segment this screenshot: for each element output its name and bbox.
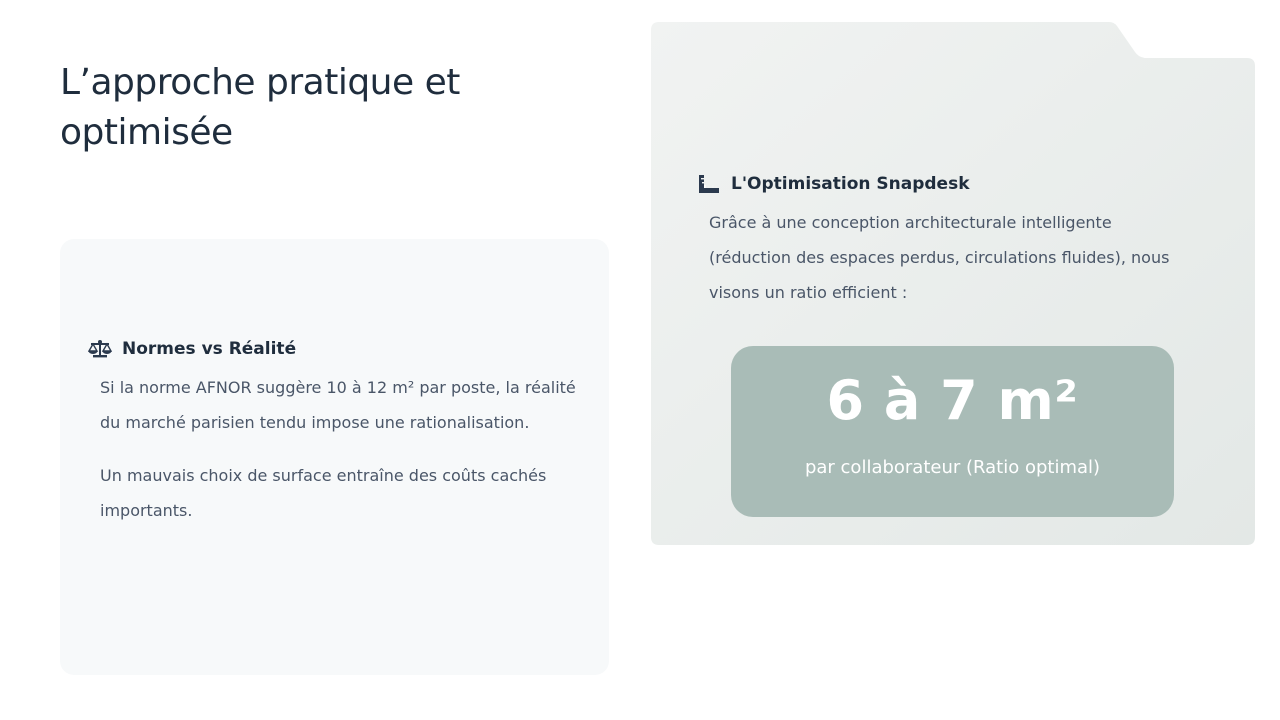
- optimisation-paragraph: Grâce à une conception architecturale intelligente (réduction des espaces perdus, circulations fluides), nous visons un ratio efficient :: [709, 213, 1170, 302]
- ratio-caption: par collaborateur (Ratio optimal): [804, 457, 1101, 478]
- optimisation-heading-text: L'Optimisation Snapdesk: [731, 174, 970, 194]
- ratio-value: 6 à 7 m²: [826, 369, 1079, 432]
- ratio-highlight-box: [731, 346, 1174, 517]
- ruler-combined-icon: [697, 173, 721, 195]
- optimisation-content: [697, 173, 1227, 310]
- optimisation-panel: [651, 22, 1255, 545]
- balance-scale-icon: [88, 338, 112, 360]
- optimisation-heading: [697, 173, 1227, 195]
- norms-card-heading: [88, 338, 581, 360]
- norms-card-heading-text: Normes vs Réalité: [122, 339, 297, 359]
- page-title: L’approche pratique et optimisée: [60, 62, 460, 153]
- norms-card-paragraph-1: Si la norme AFNOR suggère 10 à 12 m² par poste, la réalité du marché parisien tendu impose une rationalisation.: [100, 378, 576, 432]
- norms-card-paragraph-2: Un mauvais choix de surface entraîne des coûts cachés importants.: [100, 466, 547, 520]
- norms-card: [60, 239, 609, 675]
